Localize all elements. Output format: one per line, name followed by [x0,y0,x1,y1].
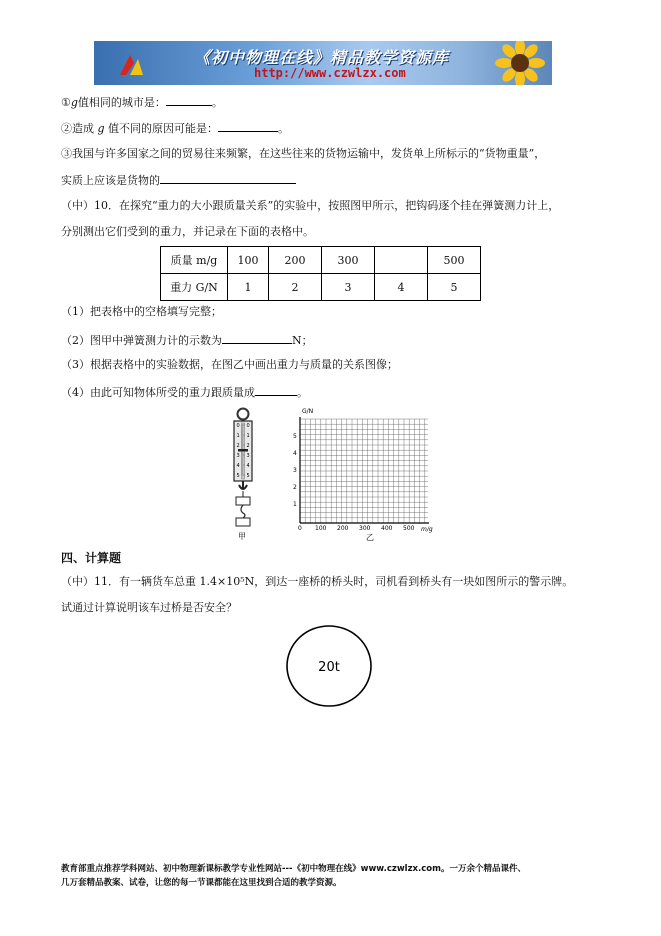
q1-text: 值相同的城市是： [77,96,166,109]
meter-label: 0 [246,423,250,429]
graph-y-tick: 5 [293,433,297,440]
graph-y-tick: 3 [293,467,297,474]
meter-label: 3 [246,453,250,459]
table-row [161,274,481,301]
q1-answer-blank[interactable] [166,94,212,106]
hook-icon [241,505,245,518]
banner-url: http://www.czwlzx.com [254,66,406,80]
graph-y-label: G/N [302,408,314,415]
sub-question-2 [61,332,313,348]
sub-question-1: （1）把表格中的空格填写完整； [61,305,222,318]
graph-x-tick: 500 [403,525,415,532]
table-cell: 200 [269,247,322,274]
weight-limit-sign [284,623,374,709]
sunflower-icon [480,41,550,85]
question-2 [61,120,289,136]
footer-line-1: 教育部重点推荐学科网站、初中物理新课标教学专业性网站---《初中物理在线》www.czwlzx.com。一万余个精品课件、 [61,864,526,874]
sub4-answer-blank[interactable] [255,384,297,396]
sign-text: 20t [318,660,340,675]
section-title: 四、计算题 [61,551,122,565]
graph-y-tick: 4 [293,450,297,457]
question-3-line2 [61,172,296,188]
table-cell: 1 [228,274,269,301]
meter-label: 4 [246,463,250,469]
sub-question-3: （3）根据表格中的实验数据，在图乙中画出重力与质量的关系图像； [61,358,398,371]
q1-variable: g [70,96,78,109]
graph-y-tick: 2 [293,484,297,491]
grid-lines[interactable] [300,419,428,523]
sub2-text: （2）图甲中弹簧测力计的示数为 [61,334,222,347]
sub-question-4 [61,384,308,400]
q3-text: 实质上应该是货物的 [61,174,160,187]
question-10-line2: 分别测出它们受到的重力，并记录在下面的表格中。 [61,225,314,238]
q1-end: 。 [211,96,223,109]
meter-label: 3 [236,453,240,459]
header-banner [94,41,552,85]
data-table [160,246,481,301]
graph-grid-figure [284,405,436,541]
table-cell: 100 [228,247,269,274]
graph-x-label: m/g [421,526,433,533]
graph-x-tick: 100 [315,525,327,532]
sub2-answer-blank[interactable] [222,332,292,344]
graph-x-tick: 200 [337,525,349,532]
site-logo-icon [116,49,146,79]
question-3-line1: ③我国与许多国家之间的贸易往来频繁，在这些往来的货物运输中，发货单上所标示的“货物重量”， [61,147,546,160]
footer-line-2: 几万套精品教案、试卷，让您的每一节课都能在这里找到合适的教学资源。 [61,878,342,888]
graph-x-tick: 0 [298,525,302,532]
sub4-end: 。 [297,386,308,399]
sub2-unit: N； [292,334,313,347]
banner-title: 《初中物理在线》精品教学资源库 [194,48,450,67]
table-cell: 5 [428,274,481,301]
table-cell: 3 [322,274,375,301]
hook-icon [239,481,247,489]
q2-text: 值不同的原因可能是： [104,122,219,135]
page-footer [61,862,526,890]
table-cell: 500 [428,247,481,274]
question-11-line2: 试通过计算说明该车过桥是否安全？ [61,601,237,614]
q1-prefix: ① [61,96,71,109]
table-row [161,247,481,274]
table-cell: 4 [375,274,428,301]
weight-block [236,497,250,505]
scale-pointer [238,449,248,452]
sub4-text: （4）由此可知物体所受的重力跟质量成 [61,386,255,399]
weight-block [236,518,250,526]
figure-label-jia: 甲 [238,532,246,541]
meter-label: 5 [236,473,240,479]
meter-label: 2 [246,443,250,449]
q2-prefix: ②造成 [61,122,98,135]
table-cell-blank[interactable] [375,247,428,274]
graph-x-tick: 300 [359,525,371,532]
hanging-ring-icon [238,409,249,420]
meter-label: 1 [236,433,240,439]
q2-end: 。 [278,122,290,135]
table-row-label: 质量 m/g [161,247,228,274]
graph-y-tick: 1 [293,501,297,508]
meter-label: 0 [236,423,240,429]
q3-answer-blank[interactable] [160,172,296,184]
question-10-line1: （中）10．在探究“重力的大小跟质量关系”的实验中，按照图甲所示，把钩码逐个挂在弹簧测力计上， [61,199,560,212]
question-11-line1: （中）11．有一辆货车总重 1.4×10⁵N，到达一座桥的桥头时，司机看到桥头有一块如图所示的警示牌。 [61,575,574,588]
meter-label: 4 [236,463,240,469]
q2-answer-blank[interactable] [218,120,278,132]
table-cell: 2 [269,274,322,301]
table-row-label: 重力 G/N [161,274,228,301]
q2-variable: g [97,122,105,135]
table-cell: 300 [322,247,375,274]
meter-label: 5 [246,473,250,479]
spring-scale-figure [222,405,266,541]
graph-x-tick: 400 [381,525,393,532]
question-1 [61,94,223,110]
meter-label: 1 [246,433,250,439]
figure-label-yi: 乙 [366,533,374,541]
meter-label: 2 [236,443,240,449]
